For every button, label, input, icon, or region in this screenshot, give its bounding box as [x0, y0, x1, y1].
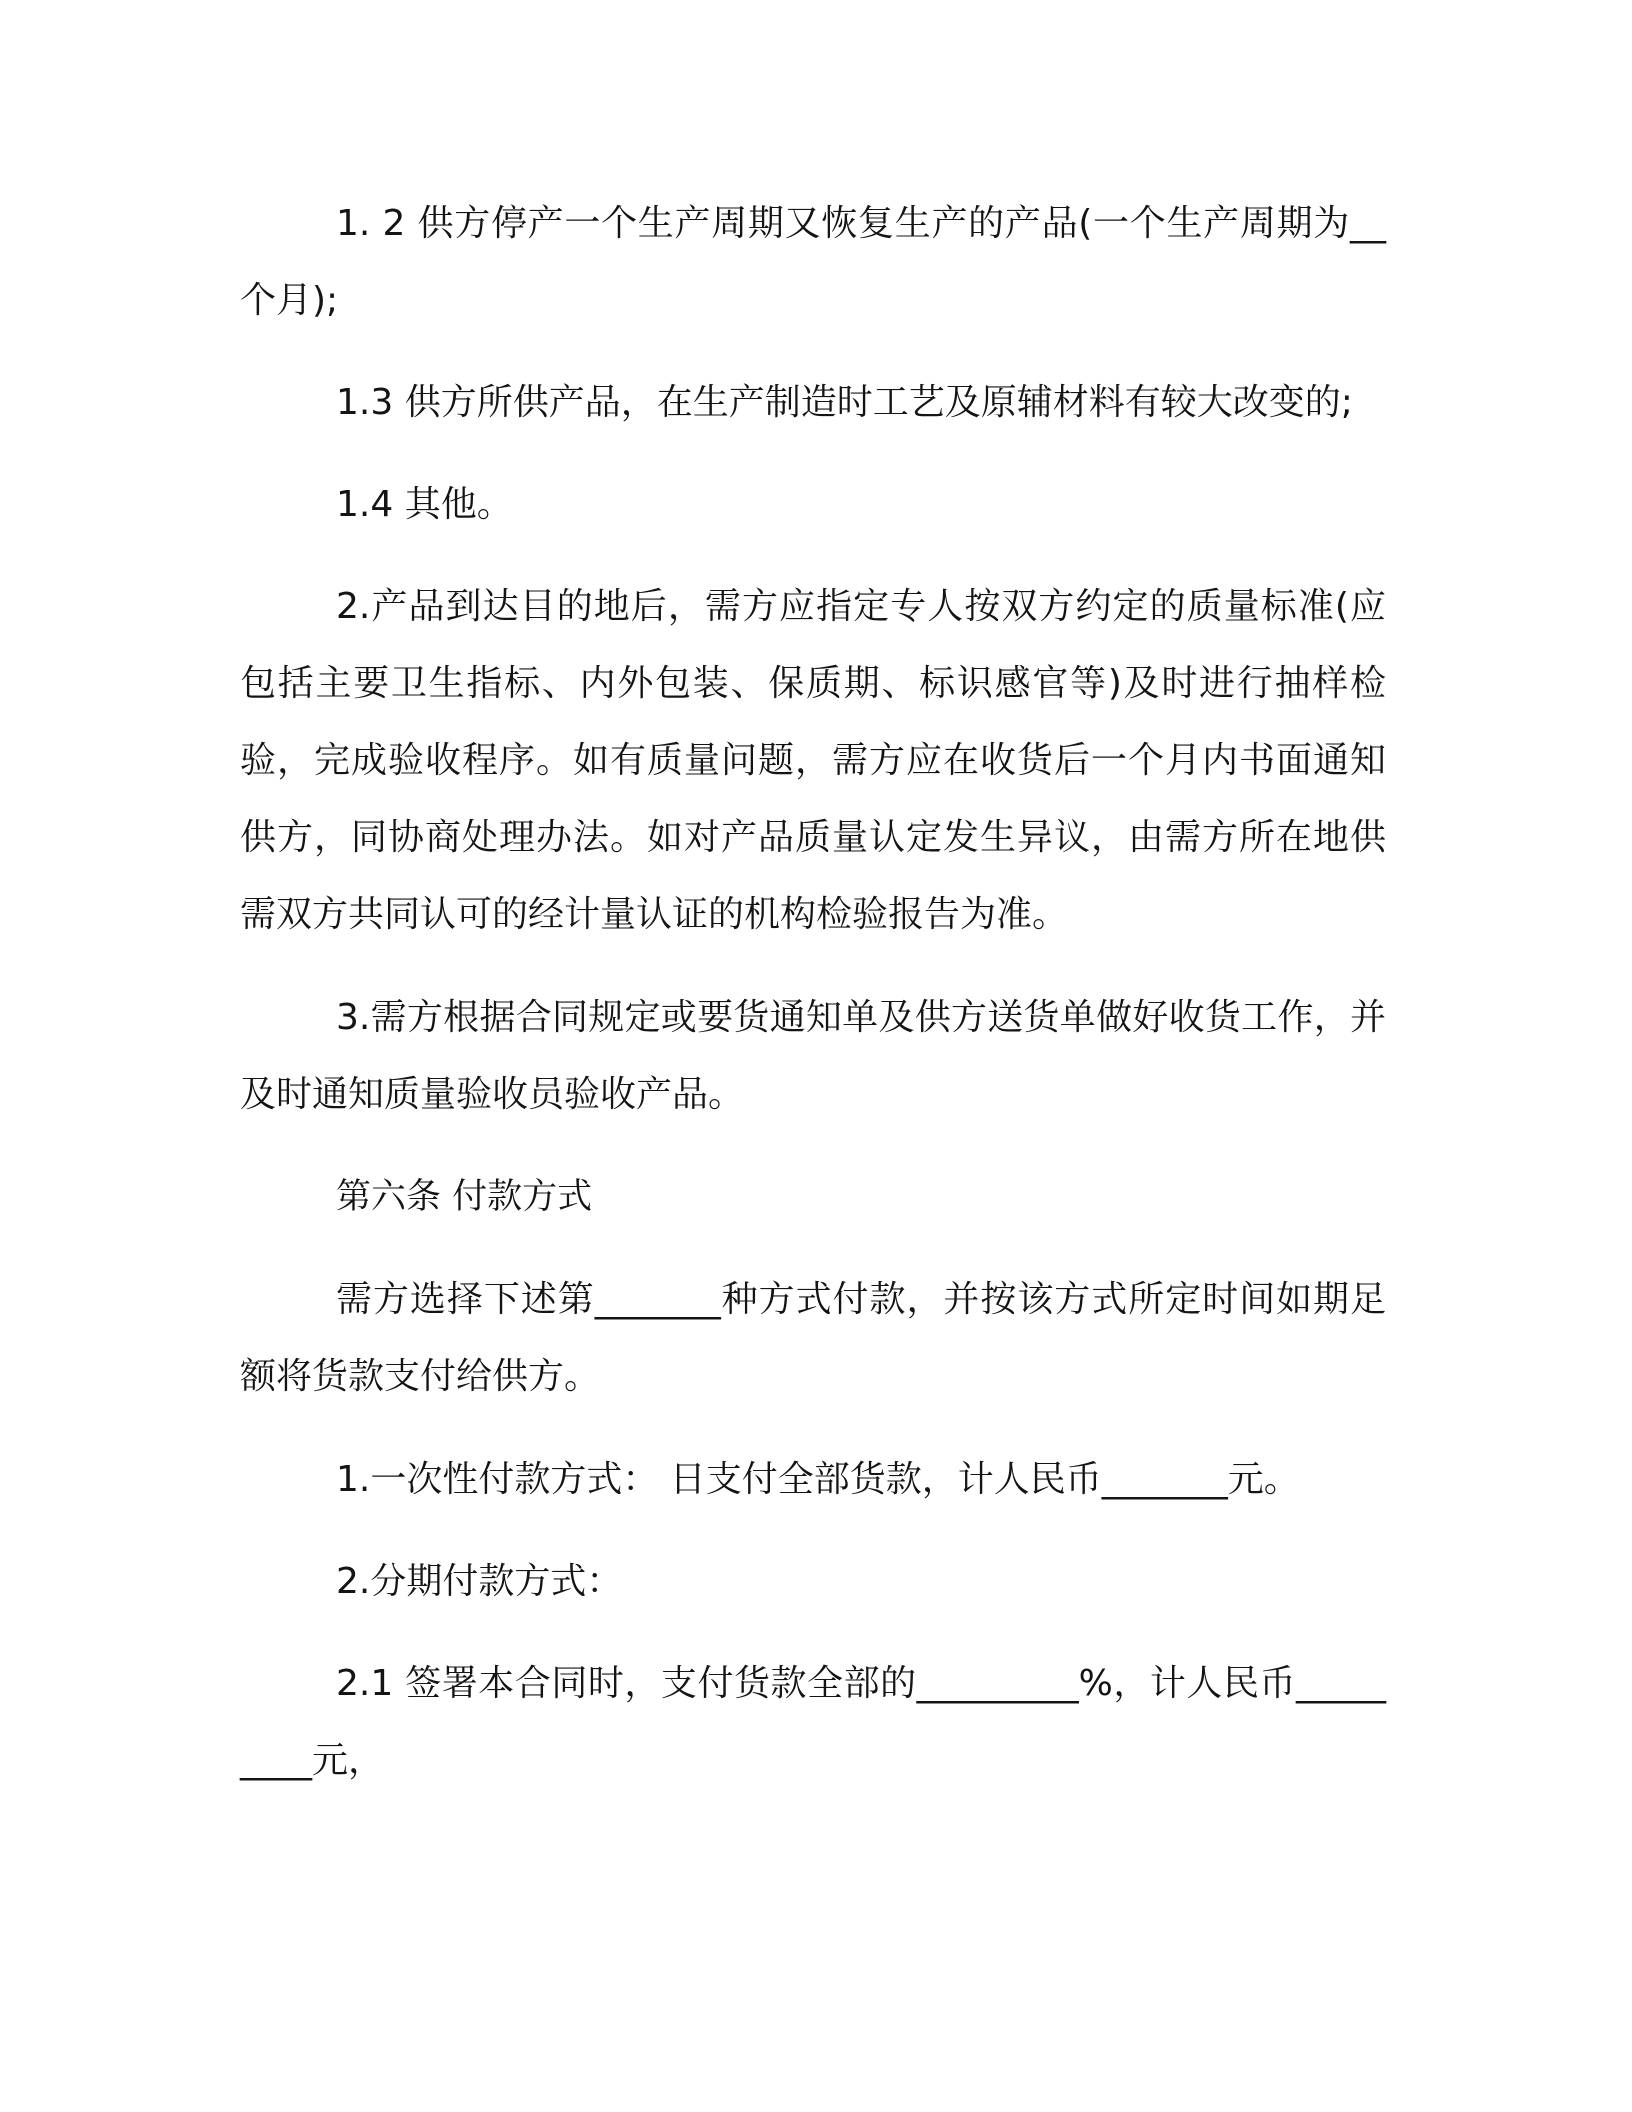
clause-1-3: 1.3 供方所供产品，在生产制造时工艺及原辅材料有较大改变的;	[336, 382, 1353, 423]
payment-installments: 2.分期付款方式：	[336, 1561, 623, 1602]
payment-choice: 需方选择下述第_______种方式付款，并按该方式所定时间如期足额将货款支付给供方。	[240, 1279, 1386, 1397]
document-body	[240, 185, 1386, 1799]
clause-1-2: 1. 2 供方停产一个生产周期又恢复生产的产品(一个生产周期为__个月);	[240, 203, 1386, 321]
payment-lump-sum: 1.一次性付款方式： 日支付全部货款，计人民币_______元。	[336, 1459, 1300, 1500]
clause-2-inspection: 2.产品到达目的地后，需方应指定专人按双方约定的质量标准(应包括主要卫生指标、内外包装、保质期、标识感官等)及时进行抽样检验，完成验收程序。如有质量问题，需方应在收货后一个月内书面通知供方，同协商处理办法。如对产品质量认定发生异议，由需方所在地供需双方共同认可的经计量认证的机构检验报告为准。	[240, 586, 1386, 935]
clause-3-receiving: 3.需方根据合同规定或要货通知单及供方送货单做好收货工作，并及时通知质量验收员验收产品。	[240, 997, 1386, 1115]
clause-1-4: 1.4 其他。	[336, 484, 513, 525]
installment-2-1: 2.1 签署本合同时，支付货款全部的_________%，计人民币_________元，	[240, 1663, 1386, 1781]
article-6-heading: 第六条 付款方式	[336, 1177, 593, 1217]
